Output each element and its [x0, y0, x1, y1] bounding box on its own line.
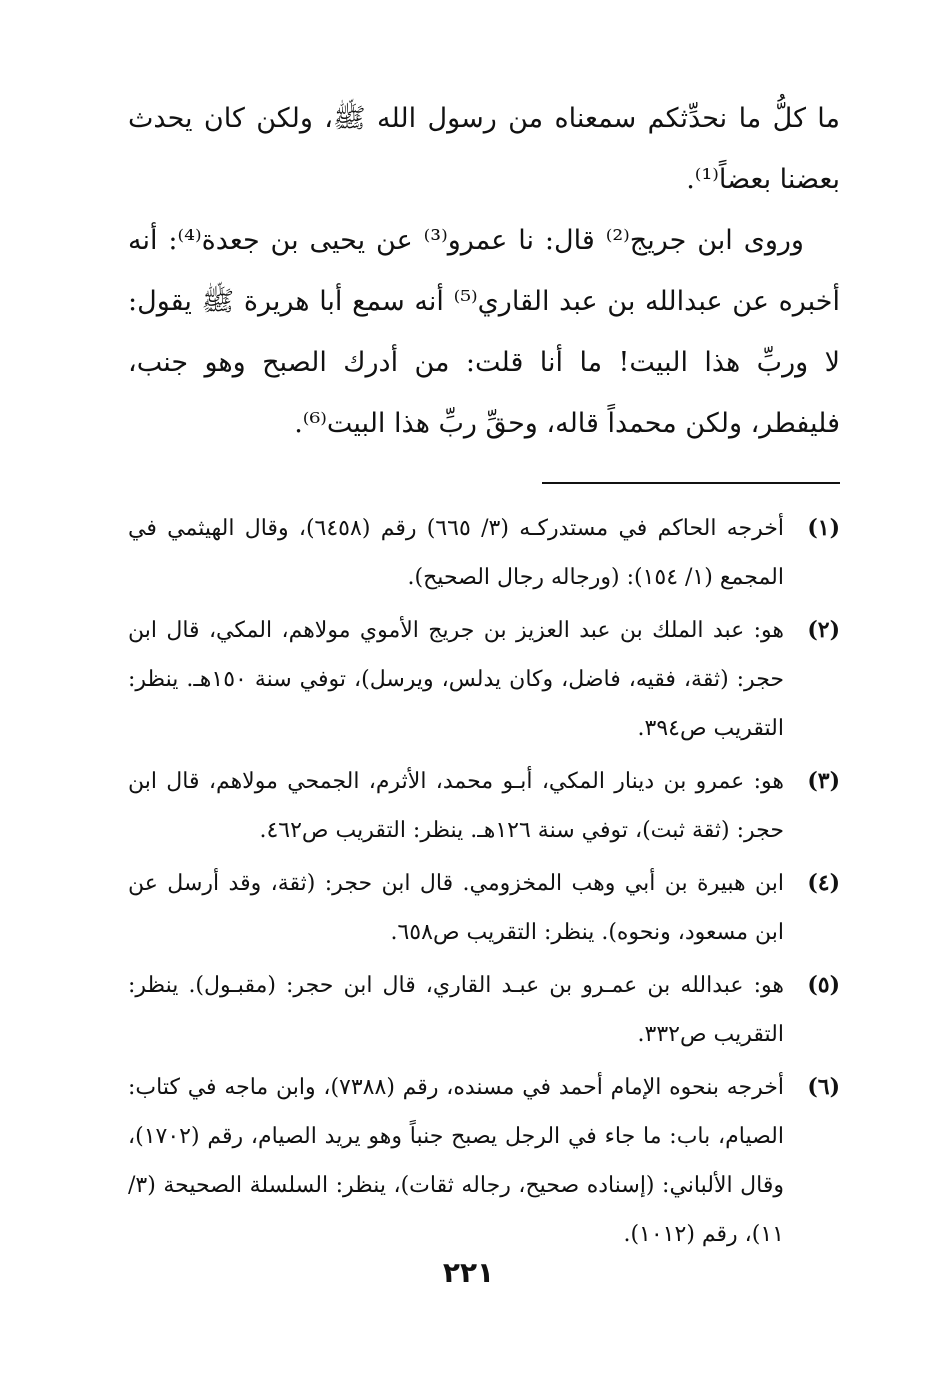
footnote-number: (١): [807, 515, 840, 541]
footnote-3: [128, 757, 840, 855]
footnote-text: أخرجه بنحوه الإمام أحمد في مسنده، رقم (٧٣٨٨)، وابن ماجه في كتاب: الصيام، باب: ما جاء في الرجل يصبح جنباً وهو يريد الصيام، رقم (١٧٠٢)، وقال الألباني: (إسناده صحيح، رجاله ثقات)، ينظر: السلسلة الصحيحة (٣/ ١١)، رقم (١٠١٢).: [128, 1075, 784, 1247]
footnote-number: (٣): [807, 768, 840, 794]
footnote-text: ابن هبيرة بن أبي وهب المخزومي. قال ابن حجر: (ثقة، وقد أرسل عن ابن مسعود، ونحوه). ينظر: التقريب ص٦٥٨.: [128, 871, 784, 945]
footnote-text: أخرجه الحاكم في مستدركـه (٣/ ٦٦٥) رقم (٦٤٥٨)، وقال الهيثمي في المجمع (١/ ١٥٤): (ورجاله رجال الصحيح).: [128, 516, 784, 590]
footnote-text: هو: عبدالله بن عمـرو بن عبـد القاري، قال ابن حجر: (مقبـول). ينظر: التقريب ص٣٣٢.: [128, 973, 784, 1047]
footnote-separator: [542, 482, 840, 484]
footnote-2: [128, 606, 840, 753]
footnote-number: (٤): [807, 870, 840, 896]
footnote-number: (٥): [807, 972, 840, 998]
footnote-6: [128, 1063, 840, 1259]
footnote-number: (٦): [807, 1074, 840, 1100]
page-number: ٢٢١: [442, 1256, 495, 1289]
footnote-text: هو: عمرو بن دينار المكي، أبـو محمد، الأثرم، الجمحي مولاهم، قال ابن حجر: (ثقة ثبت)، توفي سنة ١٢٦هـ. ينظر: التقريب ص٤٦٢.: [128, 769, 784, 843]
footnote-number: (٢): [807, 617, 840, 643]
footnotes-section: [128, 504, 840, 1259]
footnote-4: [128, 859, 840, 957]
body-paragraph-1: ما كلُّ ما نحدِّثكم سمعناه من رسول الله ﷺ، ولكن كان يحدث بعضنا بعضاً⁽¹⁾.: [128, 103, 840, 195]
footnote-5: [128, 961, 840, 1059]
footnote-text: هو: عبد الملك بن عبد العزيز بن جريج الأموي مولاهم، المكي، قال ابن حجر: (ثقة، فقيه، فاضل، وكان يدلس، ويرسل)، توفي سنة ١٥٠هـ. ينظر: التقريب ص٣٩٤.: [128, 618, 784, 741]
footnote-1: [128, 504, 840, 602]
page-content: [128, 88, 840, 1263]
body-paragraph-2: وروى ابن جريج⁽²⁾ قال: نا عمرو⁽³⁾ عن يحيى بن جعدة⁽⁴⁾: أنه أخبره عن عبدالله بن عبد القاري⁽⁵⁾ أنه سمع أبا هريرة ﷺ يقول: لا وربِّ هذا البيت! ما أنا قلت: من أدرك الصبح وهو جنب، فليفطر، ولكن محمداً قاله، وحقِّ ربِّ هذا البيت⁽⁶⁾.: [128, 225, 840, 439]
